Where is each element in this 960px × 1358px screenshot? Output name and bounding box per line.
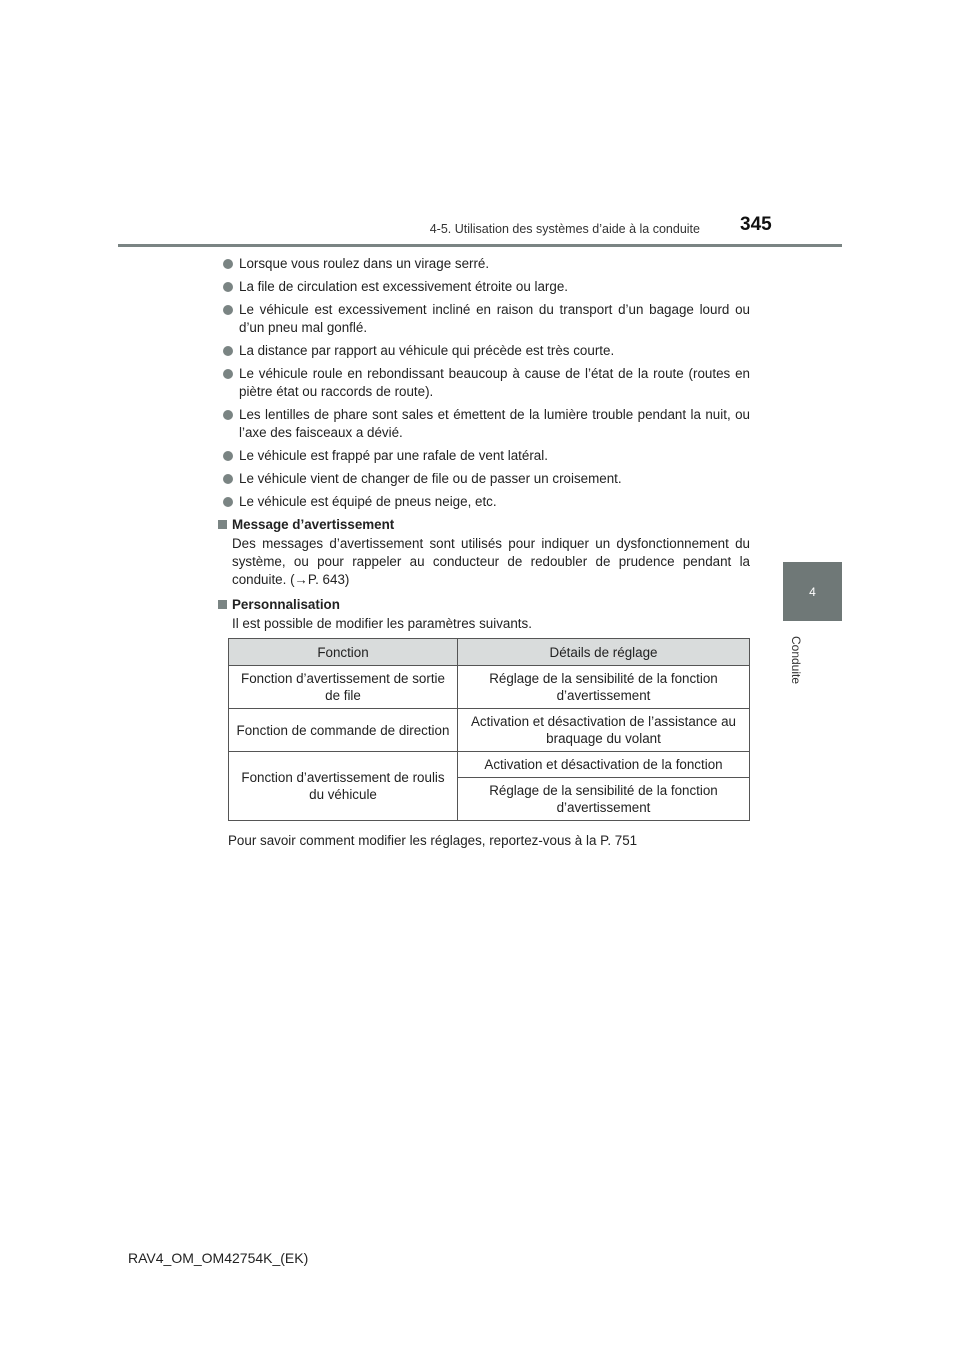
list-item: Le véhicule est équipé de pneus neige, etc. (218, 493, 750, 511)
column-header-details: Détails de réglage (458, 639, 750, 666)
section-body-customization: Il est possible de modifier les paramètres suivants. (232, 616, 532, 631)
bullet-icon (223, 497, 233, 507)
document-code: RAV4_OM_OM42754K_(EK) (128, 1250, 309, 1266)
bullet-icon (223, 305, 233, 315)
chapter-label-container (780, 632, 810, 692)
section-heading-customization: Personnalisation (218, 596, 750, 614)
table-cell-details: Réglage de la sensibilité de la fonction d’avertissement (458, 778, 750, 821)
table-cell-details: Réglage de la sensibilité de la fonction d’avertissement (458, 666, 750, 709)
bullet-icon (223, 346, 233, 356)
section-body-warning-message: Des messages d’avertissement sont utilisés pour indiquer un dysfonctionnement du système, ou pour rappeler au conducteur de redoubler de prudence pendant la conduite. (→P. 643) (232, 536, 750, 587)
section-title: 4-5. Utilisation des systèmes d’aide à la conduite (429, 222, 700, 236)
header-divider (118, 244, 842, 247)
column-header-function: Fonction (229, 639, 458, 666)
table-cell-function: Fonction d’avertissement de roulis du véhicule (229, 752, 458, 821)
table-cell-details: Activation et désactivation de l’assistance au braquage du volant (458, 709, 750, 752)
settings-table (228, 638, 750, 821)
bullet-icon (223, 451, 233, 461)
table-row (229, 752, 750, 778)
list-item: La distance par rapport au véhicule qui précède est très courte. (218, 342, 750, 360)
list-item: Le véhicule est frappé par une rafale de vent latéral. (218, 447, 750, 465)
square-bullet-icon (218, 520, 227, 529)
bullet-icon (223, 369, 233, 379)
table-header-row (229, 639, 750, 666)
section-heading-warning-message: Message d’avertissement (218, 516, 750, 534)
table-row (229, 666, 750, 709)
main-content (218, 255, 750, 633)
condition-list (218, 255, 750, 511)
table-cell-details: Activation et désactivation de la fonction (458, 752, 750, 778)
bullet-icon (223, 410, 233, 420)
chapter-number: 4 (809, 584, 816, 599)
bullet-icon (223, 474, 233, 484)
list-item: Le véhicule vient de changer de file ou de passer un croisement. (218, 470, 750, 488)
chapter-label: Conduite (789, 635, 803, 685)
list-item: Le véhicule est excessivement incliné en raison du transport d’un bagage lourd ou d’un pneu mal gonflé. (218, 301, 750, 337)
bullet-icon (223, 259, 233, 269)
settings-reference-note: Pour savoir comment modifier les réglages, reportez-vous à la P. 751 (228, 833, 638, 848)
table-cell-function: Fonction de commande de direction (229, 709, 458, 752)
table-row (229, 709, 750, 752)
chapter-tab (783, 562, 842, 621)
table-cell-function: Fonction d’avertissement de sortie de file (229, 666, 458, 709)
list-item: Lorsque vous roulez dans un virage serré. (218, 255, 750, 273)
list-item: La file de circulation est excessivement étroite ou large. (218, 278, 750, 296)
square-bullet-icon (218, 600, 227, 609)
bullet-icon (223, 282, 233, 292)
list-item: Le véhicule roule en rebondissant beaucoup à cause de l’état de la route (routes en piètre état ou raccords de route). (218, 365, 750, 401)
list-item: Les lentilles de phare sont sales et émettent de la lumière trouble pendant la nuit, ou l’axe des faisceaux a dévié. (218, 406, 750, 442)
page-number: 345 (740, 214, 772, 235)
